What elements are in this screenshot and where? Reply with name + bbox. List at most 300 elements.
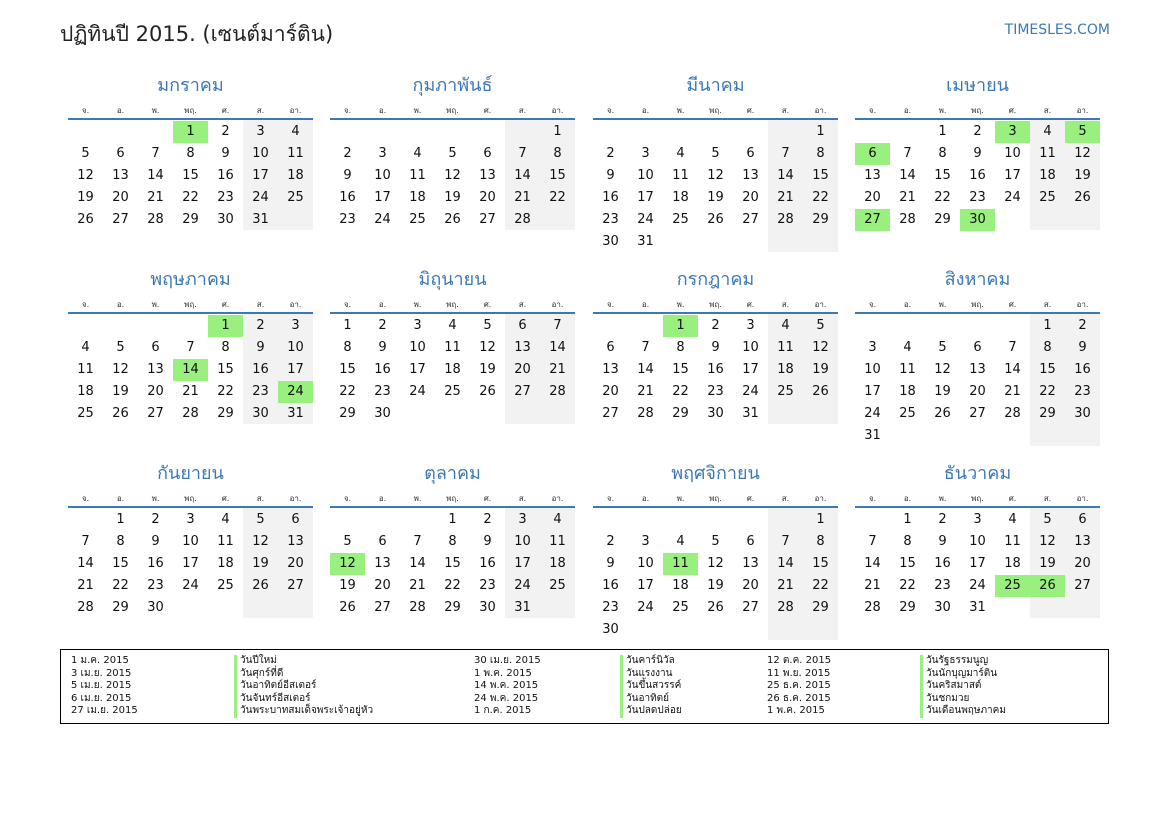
day-cell: 30: [602, 622, 619, 637]
day-cell: 7: [81, 534, 90, 549]
holiday-date: 24 พ.ค. 2015: [474, 692, 539, 704]
day-cell: 6: [1078, 512, 1087, 527]
day-cell: 18: [1039, 168, 1056, 183]
weekday-label: อ.: [641, 300, 650, 309]
day-cell: 15: [899, 556, 916, 571]
month-name: มีนาคม: [686, 75, 745, 96]
day-cell: 17: [864, 384, 881, 399]
weekday-label: ศ.: [483, 106, 492, 115]
day-cell: 29: [182, 212, 199, 227]
day-cell: 27: [287, 578, 304, 593]
day-cell: 15: [339, 362, 356, 377]
day-cell: 6: [746, 146, 755, 161]
day-cell: 21: [777, 190, 794, 205]
day-cell: 21: [549, 362, 566, 377]
day-cell: 24: [252, 190, 269, 205]
weekday-label: อา.: [551, 494, 564, 503]
day-cell: 2: [938, 512, 947, 527]
day-cell: 20: [112, 190, 129, 205]
day-cell: 27: [514, 384, 531, 399]
day-cell: 8: [448, 534, 457, 549]
holiday-day-cell: 12: [330, 553, 365, 575]
day-cell: 4: [448, 318, 457, 333]
day-cell: 16: [374, 362, 391, 377]
day-cell: 4: [781, 318, 790, 333]
day-cell: 20: [147, 384, 164, 399]
weekday-label: พ.: [151, 106, 160, 115]
day-cell: 11: [1039, 146, 1056, 161]
day-cell: 25: [899, 406, 916, 421]
day-cell: 23: [707, 384, 724, 399]
day-cell: 30: [252, 406, 269, 421]
day-cell: 23: [602, 600, 619, 615]
day-cell: 26: [444, 212, 461, 227]
calendar-grid: [68, 70, 1102, 638]
day-cell: 5: [448, 146, 457, 161]
holiday-date: 12 ต.ค. 2015: [767, 655, 832, 666]
day-cell: 26: [339, 600, 356, 615]
header-divider: [68, 118, 313, 120]
day-cell: 1: [938, 124, 947, 139]
day-cell: 23: [602, 212, 619, 227]
day-cell: 14: [777, 168, 794, 183]
weekday-label: ศ.: [483, 494, 492, 503]
weekday-label: ส.: [256, 300, 265, 309]
day-cell: 28: [409, 600, 426, 615]
holiday-day-cell: 6: [855, 143, 890, 165]
day-cell: 18: [1004, 556, 1021, 571]
weekday-label: อ.: [903, 106, 912, 115]
weekday-label: พ.: [413, 300, 422, 309]
day-cell: 20: [969, 384, 986, 399]
month-name: ตุลาคม: [424, 463, 481, 484]
day-cell: 27: [479, 212, 496, 227]
day-cell: 26: [112, 406, 129, 421]
weekday-label: ศ.: [221, 300, 230, 309]
holiday-list: [60, 649, 1109, 724]
day-cell: 23: [147, 578, 164, 593]
day-cell: 28: [147, 212, 164, 227]
day-cell: 5: [483, 318, 492, 333]
day-cell: 20: [479, 190, 496, 205]
weekday-label: พ.: [151, 300, 160, 309]
day-cell: 9: [151, 534, 160, 549]
weekday-label: พฤ.: [184, 494, 197, 503]
weekday-label: อา.: [814, 494, 827, 503]
day-cell: 20: [287, 556, 304, 571]
day-cell: 19: [1074, 168, 1091, 183]
header-divider: [593, 312, 838, 314]
day-cell: 1: [553, 124, 562, 139]
day-cell: 12: [77, 168, 94, 183]
day-cell: 17: [252, 168, 269, 183]
header-divider: [68, 506, 313, 508]
weekday-label: พฤ.: [709, 494, 722, 503]
day-cell: 18: [549, 556, 566, 571]
holiday-date: 25 ธ.ค. 2015: [767, 680, 831, 691]
day-cell: 21: [77, 578, 94, 593]
day-cell: 26: [934, 406, 951, 421]
holiday-day-cell: 1: [663, 315, 698, 337]
day-cell: 23: [339, 212, 356, 227]
day-cell: 18: [899, 384, 916, 399]
day-cell: 11: [77, 362, 94, 377]
day-cell: 12: [479, 340, 496, 355]
holiday-day-cell: 3: [995, 121, 1030, 143]
day-cell: 17: [1004, 168, 1021, 183]
month-name: กันยายน: [157, 463, 224, 484]
holiday-name: วันนักบุญมาร์ติน: [926, 667, 998, 679]
day-cell: 24: [1004, 190, 1021, 205]
day-cell: 29: [812, 600, 829, 615]
holiday-day-cell: 5: [1065, 121, 1100, 143]
day-cell: 3: [291, 318, 300, 333]
header-divider: [68, 312, 313, 314]
weekday-label: ศ.: [1008, 494, 1017, 503]
holiday-date: 1 พ.ค. 2015: [474, 667, 532, 679]
day-cell: 14: [409, 556, 426, 571]
holiday-names-column: [234, 655, 440, 718]
day-cell: 31: [287, 406, 304, 421]
header-divider: [855, 312, 1100, 314]
day-cell: 7: [151, 146, 160, 161]
day-cell: 30: [374, 406, 391, 421]
weekday-label: ส.: [256, 494, 265, 503]
day-cell: 22: [182, 190, 199, 205]
weekday-label: พฤ.: [446, 494, 459, 503]
weekday-label: พฤ.: [446, 300, 459, 309]
day-cell: 3: [868, 340, 877, 355]
day-cell: 6: [483, 146, 492, 161]
day-cell: 10: [374, 168, 391, 183]
weekday-label: จ.: [343, 494, 352, 503]
day-cell: 25: [1039, 190, 1056, 205]
weekday-label: ส.: [256, 106, 265, 115]
day-cell: 10: [969, 534, 986, 549]
day-cell: 1: [816, 124, 825, 139]
day-cell: 21: [864, 578, 881, 593]
weekday-label: อา.: [1076, 300, 1089, 309]
day-cell: 20: [1074, 556, 1091, 571]
day-cell: 22: [339, 384, 356, 399]
day-cell: 8: [221, 340, 230, 355]
day-cell: 19: [934, 384, 951, 399]
weekday-label: พฤ.: [971, 106, 984, 115]
day-cell: 4: [1008, 512, 1017, 527]
day-cell: 31: [252, 212, 269, 227]
day-cell: 22: [444, 578, 461, 593]
day-cell: 2: [378, 318, 387, 333]
weekday-label: อา.: [551, 106, 564, 115]
weekday-label: พฤ.: [709, 300, 722, 309]
day-cell: 2: [973, 124, 982, 139]
holiday-name: วันขึ้นสวรรค์: [626, 680, 682, 691]
day-cell: 25: [217, 578, 234, 593]
weekday-label: อ.: [903, 300, 912, 309]
weekday-label: พ.: [676, 300, 685, 309]
day-cell: 5: [343, 534, 352, 549]
day-cell: 15: [672, 362, 689, 377]
holiday-day-cell: 30: [960, 209, 995, 231]
day-cell: 15: [1039, 362, 1056, 377]
day-cell: 20: [742, 190, 759, 205]
day-cell: 1: [1043, 318, 1052, 333]
day-cell: 25: [777, 384, 794, 399]
day-cell: 25: [444, 384, 461, 399]
day-cell: 29: [812, 212, 829, 227]
weekday-label: อา.: [1076, 494, 1089, 503]
holiday-date: 1 ม.ค. 2015: [71, 655, 129, 666]
day-cell: 28: [77, 600, 94, 615]
day-cell: 3: [641, 534, 650, 549]
weekday-label: พ.: [151, 494, 160, 503]
day-cell: 17: [969, 556, 986, 571]
day-cell: 11: [409, 168, 426, 183]
day-cell: 19: [479, 362, 496, 377]
weekday-label: ส.: [518, 300, 527, 309]
weekday-label: ศ.: [1008, 106, 1017, 115]
day-cell: 27: [742, 212, 759, 227]
day-cell: 17: [374, 190, 391, 205]
day-cell: 1: [448, 512, 457, 527]
holiday-name: วันศุกร์ที่ดี: [240, 667, 284, 679]
day-cell: 30: [147, 600, 164, 615]
day-cell: 19: [707, 190, 724, 205]
day-cell: 24: [742, 384, 759, 399]
day-cell: 8: [816, 534, 825, 549]
holiday-name: วันรัฐธรรมนูญ: [926, 655, 989, 666]
weekday-label: อ.: [903, 494, 912, 503]
day-cell: 16: [217, 168, 234, 183]
weekday-label: อา.: [814, 300, 827, 309]
day-cell: 27: [602, 406, 619, 421]
day-cell: 31: [969, 600, 986, 615]
month-name: ธันวาคม: [943, 463, 1012, 484]
day-cell: 26: [707, 600, 724, 615]
day-cell: 14: [864, 556, 881, 571]
day-cell: 4: [676, 534, 685, 549]
weekday-label: จ.: [81, 300, 90, 309]
weekday-label: จ.: [606, 494, 615, 503]
day-cell: 31: [514, 600, 531, 615]
day-cell: 2: [151, 512, 160, 527]
day-cell: 15: [812, 556, 829, 571]
day-cell: 8: [1043, 340, 1052, 355]
day-cell: 7: [413, 534, 422, 549]
weekday-label: จ.: [868, 300, 877, 309]
weekday-label: ศ.: [221, 494, 230, 503]
day-cell: 2: [256, 318, 265, 333]
day-cell: 16: [934, 556, 951, 571]
day-cell: 23: [969, 190, 986, 205]
holiday-name: วันเดือนพฤษภาคม: [926, 705, 1006, 716]
day-cell: 14: [637, 362, 654, 377]
day-cell: 8: [676, 340, 685, 355]
weekday-label: อา.: [814, 106, 827, 115]
holiday-name: วันแรงงาน: [626, 667, 673, 679]
day-cell: 26: [252, 578, 269, 593]
day-cell: 18: [672, 578, 689, 593]
day-cell: 14: [899, 168, 916, 183]
day-cell: 29: [444, 600, 461, 615]
brand-link[interactable]: TIMESLES.COM: [1004, 22, 1110, 38]
day-cell: 19: [252, 556, 269, 571]
day-cell: 12: [112, 362, 129, 377]
day-cell: 17: [287, 362, 304, 377]
holiday-name: วันคริสมาสต์: [926, 680, 982, 691]
weekday-label: ส.: [1043, 300, 1052, 309]
day-cell: 23: [934, 578, 951, 593]
day-cell: 22: [112, 578, 129, 593]
weekday-label: พ.: [938, 300, 947, 309]
holiday-name: วันจันทร์อีสเตอร์: [240, 692, 311, 704]
day-cell: 1: [343, 318, 352, 333]
holiday-date: 6 เม.ย. 2015: [71, 692, 132, 704]
day-cell: 3: [186, 512, 195, 527]
day-cell: 6: [116, 146, 125, 161]
day-cell: 18: [777, 362, 794, 377]
holiday-dates-column: [71, 655, 221, 718]
day-cell: 11: [444, 340, 461, 355]
header-divider: [593, 506, 838, 508]
day-cell: 14: [777, 556, 794, 571]
day-cell: 31: [637, 234, 654, 249]
day-cell: 5: [81, 146, 90, 161]
day-cell: 12: [1039, 534, 1056, 549]
day-cell: 16: [479, 556, 496, 571]
day-cell: 19: [112, 384, 129, 399]
weekday-label: อา.: [289, 300, 302, 309]
day-cell: 3: [378, 146, 387, 161]
day-cell: 24: [409, 384, 426, 399]
holiday-day-cell: 1: [173, 121, 208, 143]
day-cell: 5: [256, 512, 265, 527]
header-divider: [330, 506, 575, 508]
weekday-label: จ.: [81, 494, 90, 503]
weekday-label: พ.: [676, 106, 685, 115]
holiday-date: 1 ก.ค. 2015: [474, 705, 532, 716]
weekday-label: จ.: [606, 106, 615, 115]
day-cell: 10: [409, 340, 426, 355]
day-cell: 8: [553, 146, 562, 161]
day-cell: 30: [479, 600, 496, 615]
day-cell: 23: [479, 578, 496, 593]
day-cell: 26: [812, 384, 829, 399]
day-cell: 2: [711, 318, 720, 333]
day-cell: 18: [444, 362, 461, 377]
weekday-label: พฤ.: [971, 494, 984, 503]
day-cell: 3: [413, 318, 422, 333]
day-cell: 7: [1008, 340, 1017, 355]
day-cell: 21: [182, 384, 199, 399]
day-cell: 13: [742, 556, 759, 571]
holiday-date: 1 พ.ค. 2015: [767, 705, 825, 716]
day-cell: 16: [1074, 362, 1091, 377]
day-cell: 22: [812, 578, 829, 593]
day-cell: 27: [1074, 578, 1091, 593]
day-cell: 23: [252, 384, 269, 399]
day-cell: 12: [812, 340, 829, 355]
day-cell: 14: [147, 168, 164, 183]
day-cell: 27: [374, 600, 391, 615]
holiday-day-cell: 26: [1030, 575, 1065, 597]
day-cell: 16: [969, 168, 986, 183]
day-cell: 8: [343, 340, 352, 355]
weekday-label: อ.: [641, 494, 650, 503]
weekday-label: อ.: [116, 300, 125, 309]
holiday-day-cell: 11: [663, 553, 698, 575]
day-cell: 14: [549, 340, 566, 355]
day-cell: 13: [1074, 534, 1091, 549]
holiday-name: วันพระบาทสมเด็จพระเจ้าอยู่หัว: [240, 705, 374, 716]
day-cell: 1: [903, 512, 912, 527]
holiday-date: 27 เม.ย. 2015: [71, 705, 138, 716]
month-name: มกราคม: [157, 75, 224, 96]
day-cell: 19: [77, 190, 94, 205]
weekday-label: พฤ.: [446, 106, 459, 115]
day-cell: 29: [899, 600, 916, 615]
day-cell: 10: [182, 534, 199, 549]
day-cell: 18: [409, 190, 426, 205]
day-cell: 8: [116, 534, 125, 549]
day-cell: 29: [934, 212, 951, 227]
day-cell: 20: [514, 362, 531, 377]
day-cell: 28: [777, 212, 794, 227]
header-divider: [330, 312, 575, 314]
holiday-date: 14 พ.ค. 2015: [474, 680, 539, 691]
day-cell: 29: [217, 406, 234, 421]
day-cell: 16: [252, 362, 269, 377]
day-cell: 28: [1004, 406, 1021, 421]
day-cell: 28: [549, 384, 566, 399]
day-cell: 28: [864, 600, 881, 615]
weekday-label: อา.: [289, 106, 302, 115]
day-cell: 2: [606, 534, 615, 549]
day-cell: 11: [217, 534, 234, 549]
day-cell: 22: [549, 190, 566, 205]
day-cell: 16: [707, 362, 724, 377]
day-cell: 23: [374, 384, 391, 399]
day-cell: 9: [1078, 340, 1087, 355]
day-cell: 7: [641, 340, 650, 355]
day-cell: 28: [514, 212, 531, 227]
weekday-label: อ.: [116, 494, 125, 503]
day-cell: 13: [147, 362, 164, 377]
day-cell: 7: [868, 534, 877, 549]
weekday-label: ศ.: [746, 300, 755, 309]
weekday-label: ส.: [518, 494, 527, 503]
day-cell: 10: [287, 340, 304, 355]
day-cell: 10: [1004, 146, 1021, 161]
day-cell: 22: [899, 578, 916, 593]
day-cell: 17: [742, 362, 759, 377]
day-cell: 26: [479, 384, 496, 399]
day-cell: 4: [81, 340, 90, 355]
day-cell: 6: [291, 512, 300, 527]
weekday-label: ศ.: [1008, 300, 1017, 309]
day-cell: 19: [1039, 556, 1056, 571]
day-cell: 7: [553, 318, 562, 333]
weekday-label: จ.: [868, 494, 877, 503]
weekday-label: จ.: [606, 300, 615, 309]
day-cell: 30: [602, 234, 619, 249]
holiday-day-cell: 14: [173, 359, 208, 381]
day-cell: 21: [899, 190, 916, 205]
day-cell: 13: [969, 362, 986, 377]
weekday-label: ศ.: [221, 106, 230, 115]
weekday-label: พ.: [413, 106, 422, 115]
day-cell: 4: [903, 340, 912, 355]
